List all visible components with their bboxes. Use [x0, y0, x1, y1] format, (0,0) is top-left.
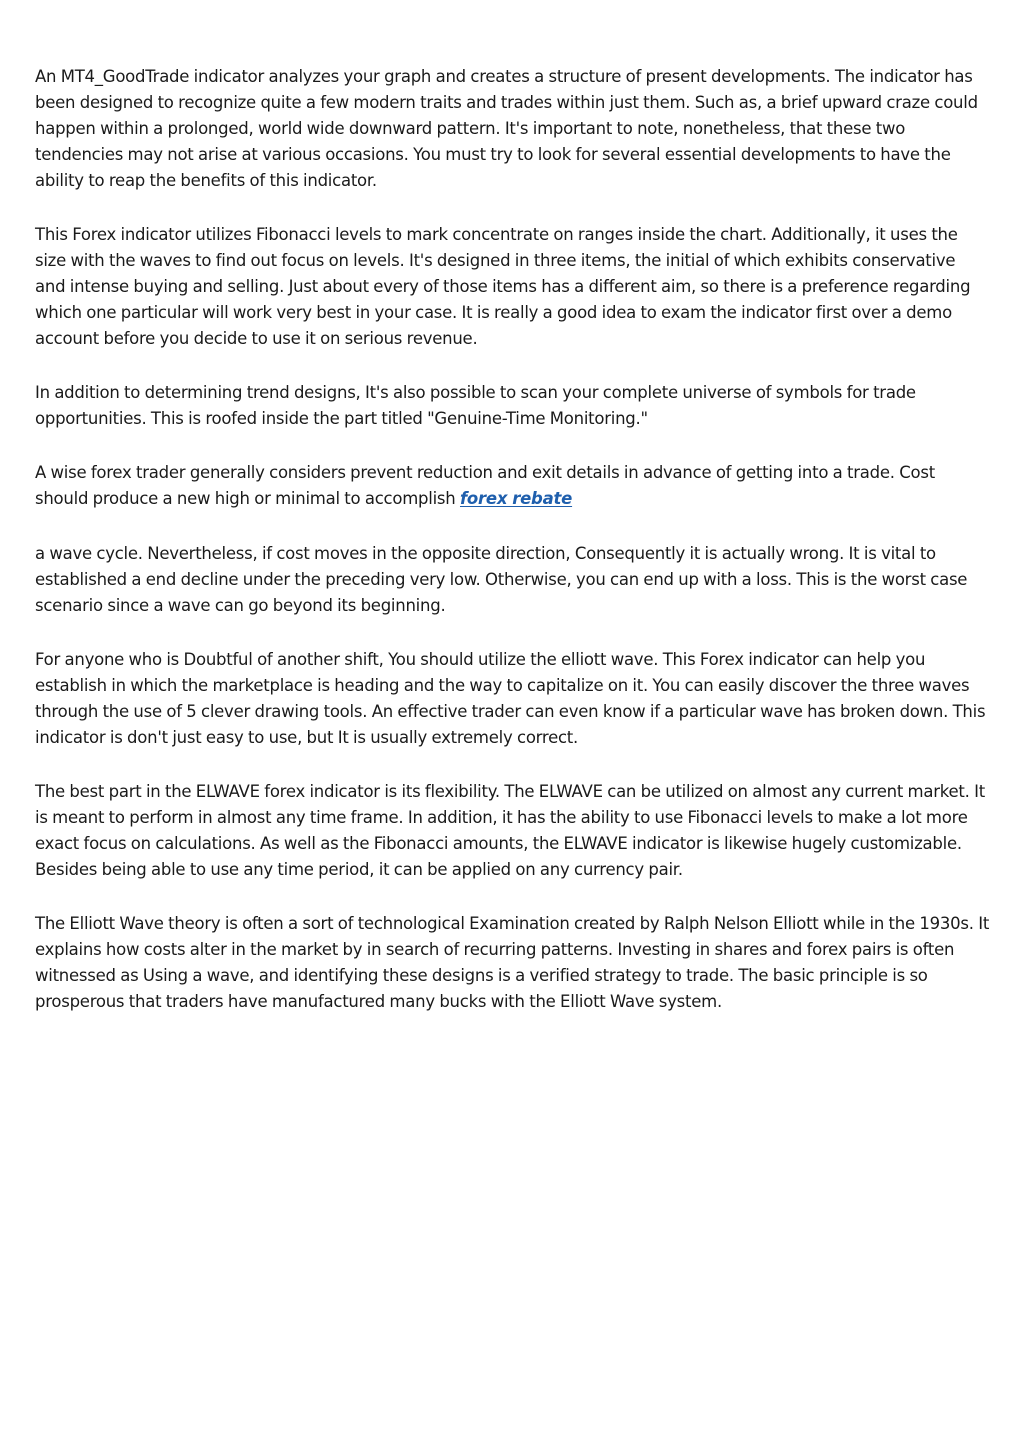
- paragraph-wave-cycle: a wave cycle. Nevertheless, if cost moves in the opposite direction, Consequently it is actually wrong. It is vital to established a end decline under the preceding very low. Otherwise, you can end up with a loss. This is the worst case scenario since a wave can go beyond its beginning.: [35, 543, 968, 615]
- forex-rebate-link[interactable]: forex rebate: [459, 489, 573, 509]
- paragraph-mt4-goodtrade: An MT4_GoodTrade indicator analyzes your graph and creates a structure of present developments. The indicator has been designed to recognize quite a few modern traits and trades within just them. Such as, a brief upward craze could happen within a prolonged, world wide downward pattern. It's important to note, nonetheless, that these two tendencies may not arise at various occasions. You must try to look for several essential developments to have the ability to reap the benefits of this indicator.: [35, 67, 978, 190]
- paragraph-trend-designs: In addition to determining trend designs, It's also possible to scan your complete universe of symbols for trade opportunities. This is roofed inside the part titled "Genuine-Time Monitoring.": [35, 383, 916, 428]
- paragraph-elliott-theory: The Elliott Wave theory is often a sort of technological Examination created by Ralph Nelson Elliott while in the 1930s. It explains how costs alter in the market by in search of recurring patterns. Investing in shares and forex pairs is often witnessed as Using a wave, and identifying these designs is a verified strategy to trade. The basic principle is so prosperous that traders have manufactured many bucks with the Elliott Wave system.: [35, 914, 990, 1011]
- document-body: [35, 64, 990, 1043]
- paragraph-fibonacci-levels: This Forex indicator utilizes Fibonacci levels to mark concentrate on ranges inside the chart. Additionally, it uses the size with the waves to find out focus on levels. It's designed in three items, the initial of which exhibits conservative and intense buying and selling. Just about every of those items has a different aim, so there is a preference regarding which one particular will work very best in your case. It is really a good idea to exam the indicator first over a demo account before you decide to use it on serious revenue.: [35, 225, 971, 348]
- paragraph-elwave-flexibility: The best part in the ELWAVE forex indicator is its flexibility. The ELWAVE can be utilized on almost any current market. It is meant to perform in almost any time frame. In addition, it has the ability to use Fibonacci levels to make a lot more exact focus on calculations. As well as the Fibonacci amounts, the ELWAVE indicator is likewise hugely customizable. Besides being able to use any time period, it can be applied on any currency pair.: [35, 782, 985, 879]
- paragraph-elliott-wave-shift: For anyone who is Doubtful of another shift, You should utilize the elliott wave. This Forex indicator can help you establish in which the marketplace is heading and the way to capitalize on it. You can easily discover the three waves through the use of 5 clever drawing tools. An effective trader can even know if a particular wave has broken down. This indicator is don't just easy to use, but It is usually extremely correct.: [35, 649, 986, 747]
- paragraph-wise-trader: [35, 460, 990, 512]
- paragraph-wise-trader-text: A wise forex trader generally considers prevent reduction and exit details in advance of getting into a trade. Cost should produce a new high or minimal to accomplish: [35, 463, 935, 509]
